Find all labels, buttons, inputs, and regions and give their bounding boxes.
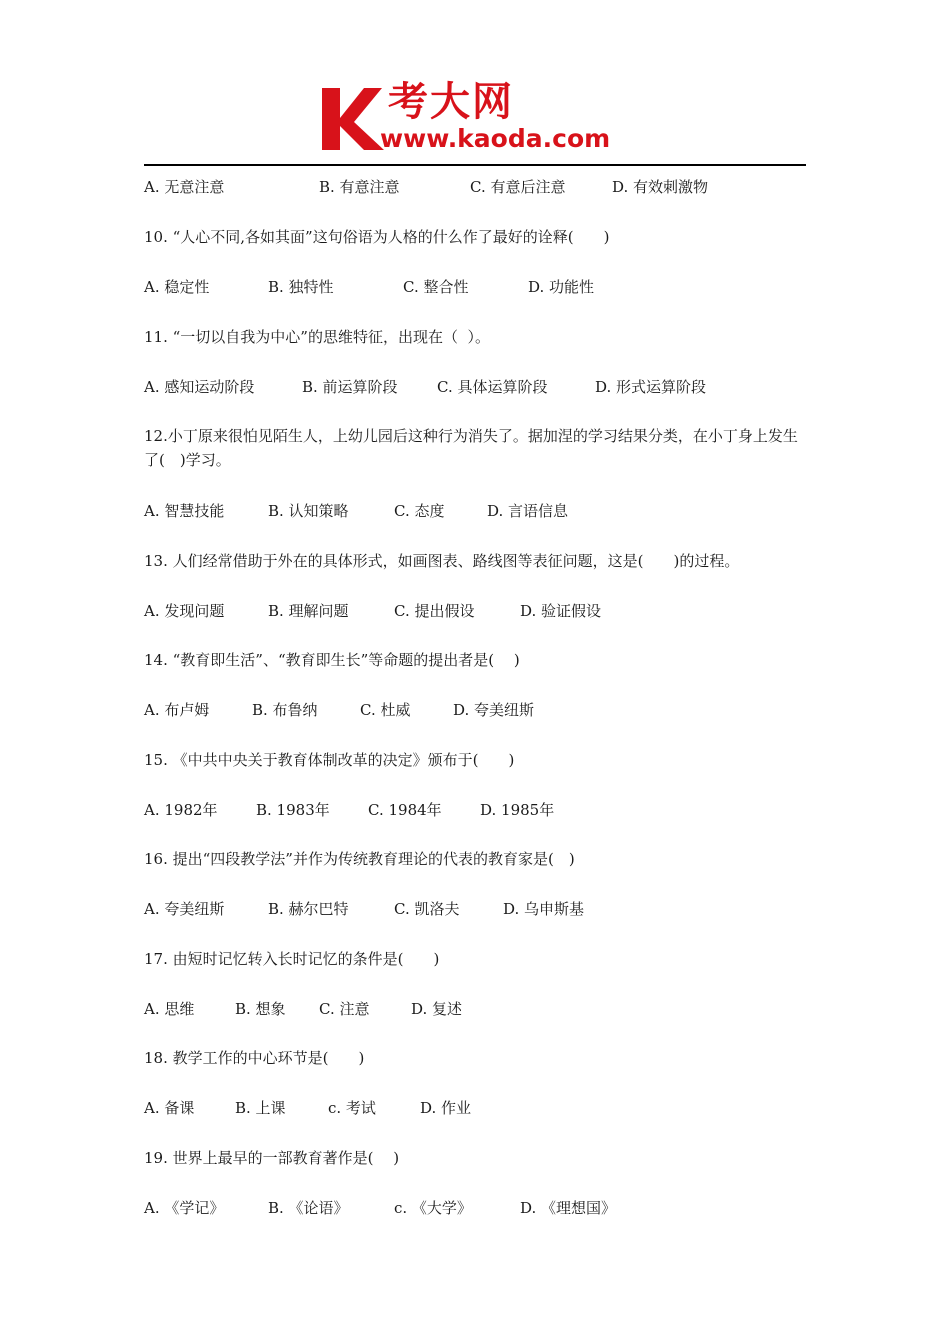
option: D. 有效刺激物 xyxy=(612,178,709,196)
option: C. 提出假设 xyxy=(394,602,475,620)
option: A. 感知运动阶段 xyxy=(144,378,255,396)
header-divider xyxy=(144,164,806,166)
question-14: 14. “教育即生活”、“教育即生长”等命题的提出者是( ) xyxy=(144,651,520,669)
option: D. 言语信息 xyxy=(487,502,569,520)
question-17: 17. 由短时记忆转入长时记忆的条件是( ) xyxy=(144,950,440,968)
option: D. 作业 xyxy=(420,1099,472,1117)
option: A. 《学记》 xyxy=(144,1199,225,1217)
question-19: 19. 世界上最早的一部教育著作是( ) xyxy=(144,1149,400,1167)
option: A. 布卢姆 xyxy=(144,701,210,719)
option: D. 《理想国》 xyxy=(520,1199,617,1217)
option: D. 形式运算阶段 xyxy=(595,378,707,396)
option: C. 注意 xyxy=(319,1000,370,1018)
option: D. 乌申斯基 xyxy=(503,900,585,918)
option: A. 夸美纽斯 xyxy=(144,900,225,918)
option: A. 备课 xyxy=(144,1099,195,1117)
option: D. 验证假设 xyxy=(520,602,602,620)
option: A. 思维 xyxy=(144,1000,195,1018)
option: B. 上课 xyxy=(235,1099,286,1117)
question-13: 13. 人们经常借助于外在的具体形式，如画图表、路线图等表征问题，这是( )的过程。 xyxy=(144,552,740,570)
option: B. 1983年 xyxy=(256,801,330,819)
option: B. 想象 xyxy=(235,1000,286,1018)
option: B. 布鲁纳 xyxy=(252,701,318,719)
option: D. 功能性 xyxy=(528,278,595,296)
option: C. 杜威 xyxy=(360,701,411,719)
question-18: 18. 教学工作的中心环节是( ) xyxy=(144,1049,365,1067)
option: B. 理解问题 xyxy=(268,602,349,620)
site-logo xyxy=(318,78,648,160)
option: D. 1985年 xyxy=(480,801,555,819)
option: B. 前运算阶段 xyxy=(302,378,398,396)
option: A. 发现问题 xyxy=(144,602,225,620)
option: C. 具体运算阶段 xyxy=(437,378,548,396)
question-11: 11. “一切以自我为中心”的思维特征，出现在（ ）。 xyxy=(144,328,490,346)
question-15: 15. 《中共中央关于教育体制改革的决定》颁布于( ) xyxy=(144,751,515,769)
option: A. 智慧技能 xyxy=(144,502,225,520)
question-16: 16. 提出“四段教学法”并作为传统教育理论的代表的教育家是( ) xyxy=(144,850,575,868)
option: c. 考试 xyxy=(328,1099,376,1117)
option: B. 有意注意 xyxy=(319,178,400,196)
logo-url: www.kaoda.com xyxy=(380,124,611,153)
option: C. 凯洛夫 xyxy=(394,900,460,918)
logo-title: 考大网 xyxy=(388,79,514,125)
option: A. 1982年 xyxy=(144,801,218,819)
option: B. 认知策略 xyxy=(268,502,349,520)
option: D. 夸美纽斯 xyxy=(453,701,535,719)
question-10: 10. “人心不同,各如其面”这句俗语为人格的什么作了最好的诠释( ) xyxy=(144,228,610,246)
option: B. 《论语》 xyxy=(268,1199,349,1217)
option: B. 独特性 xyxy=(268,278,334,296)
option: A. 稳定性 xyxy=(144,278,210,296)
option: C. 1984年 xyxy=(368,801,442,819)
option: C. 有意后注意 xyxy=(470,178,566,196)
option: C. 态度 xyxy=(394,502,445,520)
option: B. 赫尔巴特 xyxy=(268,900,349,918)
question-12: 12.小丁原来很怕见陌生人，上幼儿园后这种行为消失了。据加涅的学习结果分类，在小丁身上发生了( )学习。 xyxy=(144,427,798,469)
option: A. 无意注意 xyxy=(144,178,225,196)
option: D. 复述 xyxy=(411,1000,463,1018)
option: c. 《大学》 xyxy=(394,1199,472,1217)
k-logo-icon xyxy=(318,82,388,152)
option: C. 整合性 xyxy=(403,278,469,296)
